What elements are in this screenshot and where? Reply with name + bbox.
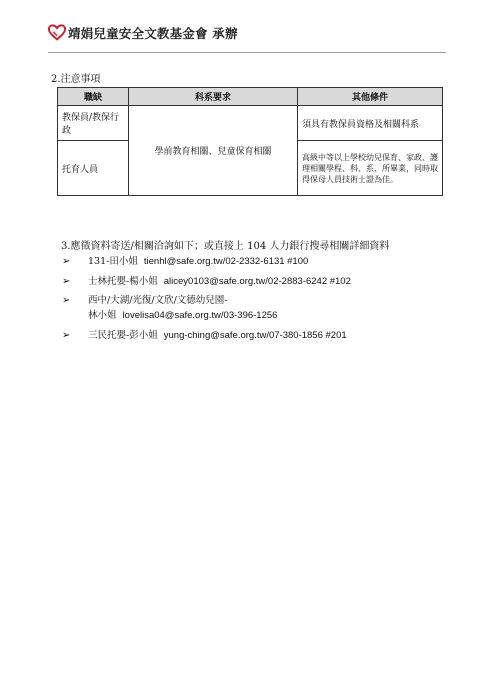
list-item [62, 254, 351, 269]
section-2-title: 2.注意事項 [51, 74, 101, 85]
header-position: 職缺 [58, 88, 129, 106]
arrow-bullet-icon: ➢ [62, 275, 71, 287]
contact-name: 三民托嬰-彭小姐 [88, 329, 158, 341]
list-item [62, 328, 351, 343]
position-cell: 教保員/教保行政 [58, 106, 129, 141]
contact-info: tienhl@safe.org.tw/02-2332-6131 #100 [143, 256, 309, 267]
contact-info: lovelisa04@safe.org.tw/03-396-1256 [122, 310, 278, 321]
notes-table [57, 87, 443, 196]
list-item [62, 293, 351, 323]
other-condition-cell: 高級中等以上學校幼兒保育、家政、護理相關學程、科、系、所畢業，同時取得保母人員技術士證為佳。 [298, 141, 443, 196]
header-major: 科系要求 [129, 88, 298, 106]
section-3-title: 3.應徵資料寄送/相關洽詢如下；或直接上 104 人力銀行搜尋相關詳細資料 [61, 241, 390, 252]
contact-name: 西中/大湖/光復/文欣/文德幼兒園- [88, 295, 228, 306]
organization-name: 靖娟兒童安全文教基金會 承辦 [68, 26, 238, 41]
position-cell: 托育人員 [58, 141, 129, 196]
table-row [58, 106, 443, 141]
header-other: 其他條件 [298, 88, 443, 106]
contact-info: yung-ching@safe.org.tw/07-380-1856 #201 [163, 329, 347, 341]
arrow-bullet-icon: ➢ [62, 256, 71, 267]
arrow-bullet-icon: ➢ [62, 329, 71, 341]
document-header [48, 22, 238, 44]
major-requirement-cell: 學前教育相關、兒童保育相關 [129, 106, 298, 196]
contact-list [62, 254, 351, 347]
other-condition-cell: 須具有教保員資格及相關科系 [298, 106, 443, 141]
list-item [62, 274, 351, 289]
table-header-row [58, 88, 443, 106]
contact-name: 士林托嬰-楊小姐 [88, 275, 158, 287]
arrow-bullet-icon: ➢ [62, 295, 71, 306]
contact-name: 131-田小姐 [88, 256, 138, 267]
contact-name-continued: 林小姐 [88, 310, 117, 321]
contact-info: alicey0103@safe.org.tw/02-2883-6242 #102 [163, 275, 351, 287]
header-divider [48, 52, 446, 53]
heart-logo-icon [48, 24, 66, 42]
